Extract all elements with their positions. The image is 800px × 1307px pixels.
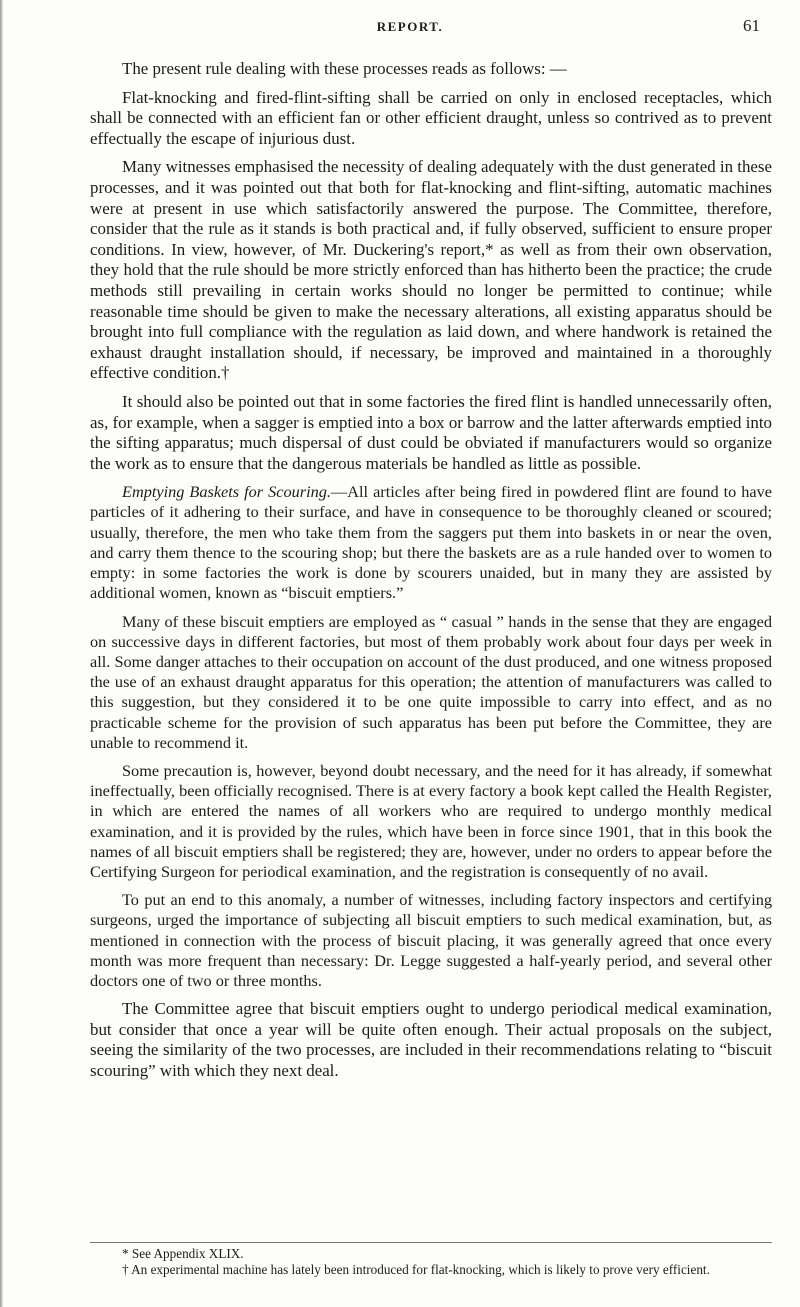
- paragraph-witnesses: Many witnesses emphasised the necessity of dealing adequately with the dust generated in these processes, and it was pointed out that both for flat-knocking and flint-sifting, automatic machines were at present in use which satisfactorily answered the purpose. The Committee, therefore, consider that the rule as it stands is both practical and, if fully observed, sufficient to ensure proper conditions. In view, however, of Mr. Duckering's report,* as well as from their own observation, they hold that the rule should be more strictly enforced than has hitherto been the practice; the crude methods still prevailing in certain works should no longer be permitted to continue; while reasonable time should be given to make the necessary alterations, all existing apparatus should be brought into full compliance with the regulation as laid down, and where handwork is retained the exhaust draught installation should, if necessary, be improved and maintained in a thoroughly effective condition.†: [90, 157, 772, 383]
- body-text: [90, 59, 772, 1090]
- paragraph-precaution: Some precaution is, however, beyond doubt necessary, and the need for it has already, if somewhat ineffectually, been officially recognised. There is at every factory a book kept called the Health Register, in which are entered the names of all workers who are required to undergo monthly medical examination, and it is provided by the rules, which have been in force since 1901, that in this book the names of all biscuit emptiers shall be registered; they are, however, under no orders to appear before the Certifying Surgeon for periodical examination, and the registration is consequently of no avail.: [90, 760, 772, 881]
- paragraph-casual-hands: Many of these biscuit emptiers are employed as “ casual ” hands in the sense that they are engaged on successive days in different factories, but most of them probably work about four days per week in all. Some danger attaches to their occupation on account of the dust produced, and one witness proposed the use of an exhaust draught apparatus for this operation; the attention of manufacturers was called to this suggestion, but they considered it to be one quite impossible to carry into effect, and as no practicable scheme for the provision of such apparatus has been put before the Committee, they are unable to recommend it.: [90, 611, 772, 752]
- footnotes: [90, 1246, 772, 1277]
- paragraph-committee-agree: The Committee agree that biscuit emptiers ought to undergo periodical medical examination, but consider that once a year will be quite often enough. Their actual proposals on the subject, seeing the similarity of the two processes, are included in their recommendations relating to “biscuit scouring” with which they next deal.: [90, 999, 772, 1080]
- page-edge-shadow: [0, 0, 3, 1307]
- running-head: REPORT.: [376, 19, 444, 34]
- paragraph-anomaly: To put an end to this anomaly, a number of witnesses, including factory inspectors and certifying surgeons, urged the importance of subjecting all biscuit emptiers to such medical examination, but, as mentioned in connection with the process of biscuit placing, it was generally agreed that once every month was more frequent than necessary: Dr. Legge suggested a half-yearly period, and several other doctors one of two or three months.: [90, 890, 772, 990]
- paragraph-emptying-baskets: [90, 482, 772, 603]
- section-text: —All articles after being fired in powdered flint are found to have particles of it adhering to their surface, and have in consequence to be thoroughly cleaned or scoured; usually, therefore, the men who take them from the saggers put them into baskets in or near the oven, and carry them thence to the scouring shop; but there the baskets are as a rule handed over to women to empty: in some factories the work is done by scourers unaided, but in many they are assisted by additional women, known as “biscuit emptiers.”: [90, 482, 773, 603]
- footnote-divider: [90, 1242, 772, 1243]
- paragraph-rule-quote: Flat-knocking and fired-flint-sifting shall be carried on only in enclosed receptacles, which shall be connected with an efficient fan or other efficient draught, unless so contrived as to prevent effectually the escape of injurious dust.: [90, 87, 772, 148]
- page-header: [60, 16, 760, 40]
- page-number: 61: [743, 16, 760, 35]
- paragraph-handling: It should also be pointed out that in some factories the fired flint is handled unnecessarily often, as, for example, when a sagger is emptied into a box or barrow and the latter afterwards emptied into the sifting apparatus; much dispersal of dust could be obviated if manufacturers would so organize the work as to ensure that the dangerous materials be handled as little as possible.: [90, 391, 772, 473]
- footnote-2: † An experimental machine has lately been introduced for flat-knocking, which is likely to prove very efficient.: [122, 1261, 710, 1277]
- section-heading: Emptying Baskets for Scouring.: [122, 482, 331, 502]
- paragraph-intro: The present rule dealing with these processes reads as follows: —: [122, 59, 567, 78]
- footnote-1: * See Appendix XLIX.: [122, 1246, 244, 1261]
